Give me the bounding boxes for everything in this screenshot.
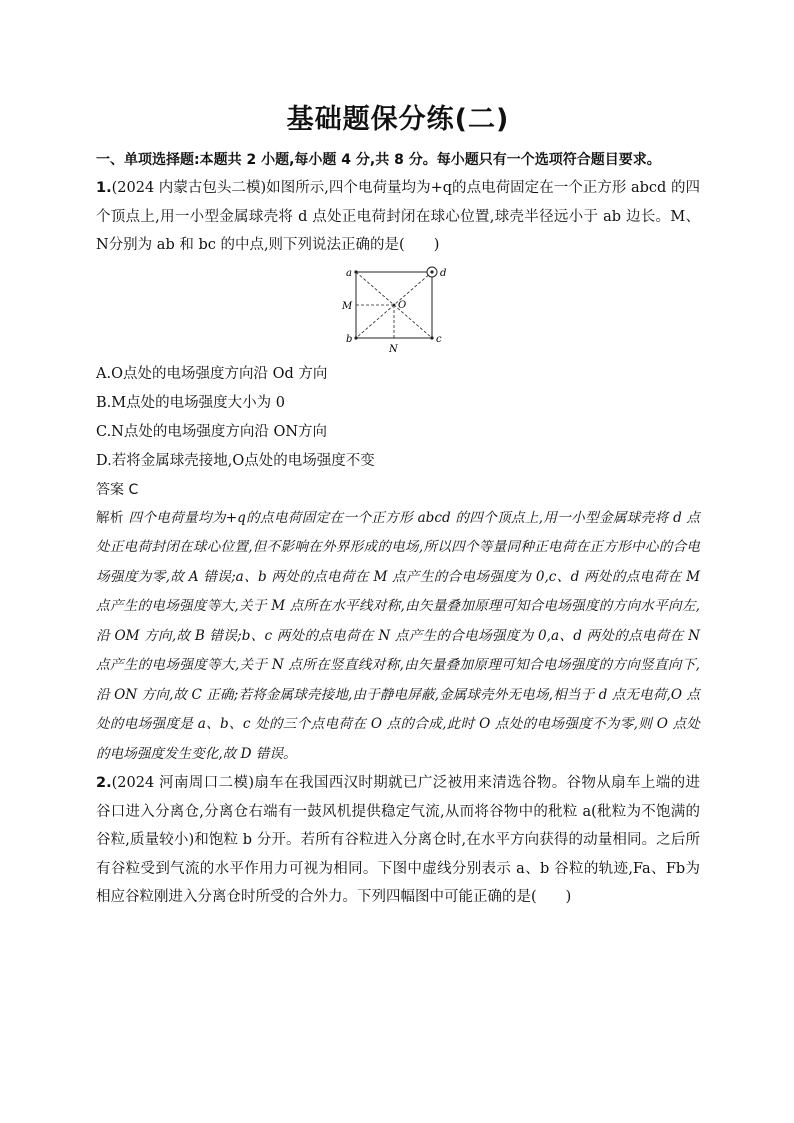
analysis-text: 四个电荷量均为+q的点电荷固定在一个正方形 abcd 的四个顶点上,用一小型金属球壳将 d 点处正电荷封闭在球心位置,但不影响在外界形成的电场,所以四个等量同种正电荷在正方形中心的合电场强度为零,故 A 错误;a、b 两处的点电荷在 M 点产生的合电场强度为 0,c、d 两处的点电荷在 M 点产生的电场强度等大,关于 M 点所在水平线对称,由矢量叠加原理可知合电场强度的方向水平向左,沿 OM 方向,故 B 错误;b、c 两处的点电荷在 N 点产生的合电场强度为 0,a、d 两处的点电荷在 N 点产生的电场强度等大,关于 N 点所在竖直线对称,由矢量叠加原理可知合电场强度的方向竖直向下,沿 ON 方向,故 C 正确;若将金属球壳接地,由于静电屏蔽,金属球壳外无电场,相当于 d 点无电荷,O 点处的电场强度是 a、b、c 处的三个点电荷在 O 点的合成,此时 O 点处的电场强度不为零,则 O 点处的电场强度发生变化,故 D 错误。 bbox=[96, 509, 701, 762]
question-1-analysis bbox=[96, 504, 700, 770]
square-diagram bbox=[336, 262, 456, 354]
question-1-answer: 答案 C bbox=[96, 481, 139, 498]
question-2-text: (2024 河南周口二模)扇车在我国西汉时期就已广泛被用来清选谷物。谷物从扇车上端的进谷口进入分离仓,分离仓右端有一鼓风机提供稳定气流,从而将谷物中的秕粒 a(秕粒为不饱满的谷粒,质量较小)和饱粒 b 分开。若所有谷粒进入分离仓时,在水平方向获得的动量相同。之后所有谷粒受到气流的水平作用力可视为相同。下图中虚线分别表示 a、b 谷粒的轨迹,Fa、Fb为相应谷粒刚进入分离仓时所受的合外力。下列四幅图中可能正确的是( ) bbox=[96, 775, 700, 905]
option-a: A.O点处的电场强度方向沿 Od 方向 bbox=[96, 365, 328, 382]
center-point-O bbox=[393, 303, 396, 306]
analysis-label: 解析 bbox=[96, 509, 124, 526]
question-2-number: 2. bbox=[96, 775, 112, 791]
question-1-text: (2024 内蒙古包头二模)如图所示,四个电荷量均为+q的点电荷固定在一个正方形 abcd 的四个顶点上,用一小型金属球壳将 d 点处正电荷封闭在球心位置,球壳半径远小于 ab 边长。M、N分别为 ab 和 bc 的中点,则下列说法正确的是( ) bbox=[96, 180, 700, 253]
option-c: C.N点处的电场强度方向沿 ON方向 bbox=[96, 423, 328, 440]
charge-b bbox=[354, 336, 357, 339]
square-charge-figure bbox=[96, 262, 700, 354]
section-heading: 一、单项选择题:本题共 2 小题,每小题 4 分,共 8 分。每小题只有一个选项符合题目要求。 bbox=[96, 152, 661, 168]
label-b: b bbox=[346, 333, 353, 345]
page-title: 基础题保分练(二) bbox=[286, 104, 510, 135]
label-d: d bbox=[440, 267, 447, 279]
label-O: O bbox=[398, 299, 407, 311]
charge-c bbox=[430, 336, 433, 339]
option-d: D.若将金属球壳接地,O点处的电场强度不变 bbox=[96, 452, 375, 469]
charge-a bbox=[354, 270, 357, 273]
question-2-stem bbox=[96, 769, 700, 912]
label-N: N bbox=[389, 343, 398, 354]
label-c: c bbox=[436, 333, 442, 345]
question-1-number: 1. bbox=[96, 180, 112, 196]
question-1-stem bbox=[96, 174, 700, 260]
charge-d bbox=[430, 270, 433, 273]
document-page bbox=[96, 100, 700, 912]
option-b: B.M点处的电场强度大小为 0 bbox=[96, 394, 285, 411]
label-M: M bbox=[342, 300, 353, 312]
label-a: a bbox=[346, 267, 352, 279]
